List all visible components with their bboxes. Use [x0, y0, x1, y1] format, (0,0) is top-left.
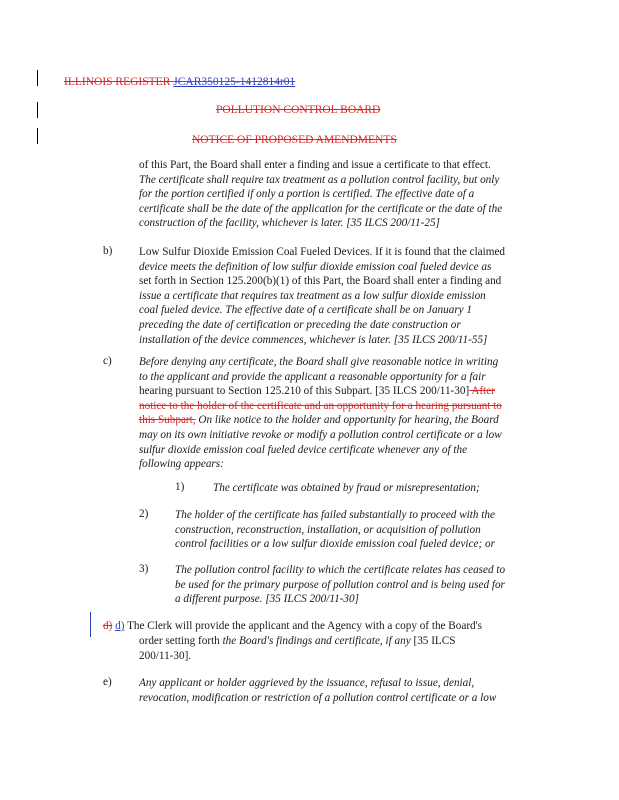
text-line: Low Sulfur Dioxide Emission Coal Fueled Devices. If it is found that the claimed	[139, 246, 506, 258]
text-line: 200/11-30].	[139, 649, 192, 662]
text-line: of this Part, the Board shall enter a finding and issue a certificate to that effect.	[139, 159, 491, 171]
subitem-1-label: 1)	[175, 481, 185, 493]
item-d-text	[103, 619, 482, 634]
item-b-text	[139, 245, 505, 347]
text-line: The certificate was obtained by fraud or misrepresentation;	[213, 482, 480, 494]
text-line: The certificate shall require tax treatment as a pollution control facility, but only	[139, 173, 500, 186]
text-line: construction, reconstruction, installation, or acquisition of pollution	[175, 523, 481, 536]
item-c-label: c)	[103, 355, 112, 367]
text-line: installation of the device commences, whichever is later. [35 ILCS 200/11-55]	[139, 333, 488, 346]
text-line	[139, 413, 502, 428]
inserted-label: d)	[115, 620, 125, 632]
text-line: may on its own initiative revoke or modify a pollution control certificate or a low	[139, 428, 502, 441]
text-line: to the applicant and provide the applicant a reasonable opportunity for a fair	[139, 370, 486, 383]
text-line: for the portion certified if only a portion is certified. The effective date of a	[139, 188, 475, 201]
subitem-2-text	[175, 508, 495, 552]
register-inserted: JCAR350125-1412814r01	[173, 76, 296, 88]
item-d-continued	[139, 634, 455, 663]
text-line	[139, 384, 502, 399]
text-line: device meets the definition of low sulfur dioxide emission coal fueled device as	[139, 260, 492, 273]
text-line: a different purpose. [35 ILCS 200/11-30]	[175, 593, 359, 606]
register-header	[64, 76, 295, 88]
deleted-line: notice to the holder of the certificate and an opportunity for a hearing pursuant to	[139, 399, 502, 412]
intro-paragraph	[139, 158, 502, 231]
text-line: Before denying any certificate, the Board shall give reasonable notice in writing	[139, 356, 499, 368]
text-span: the Board's findings and certificate, if any	[222, 635, 411, 647]
text-line: be used for the primary purpose of pollution control and is being used for	[175, 578, 505, 591]
change-bar	[37, 102, 38, 118]
text-line: revocation, modification or restriction of a pollution control certificate or a low	[139, 691, 497, 704]
text-span: order setting forth	[139, 635, 223, 647]
deleted-label: d)	[103, 620, 113, 632]
register-deleted: ILLINOIS REGISTER	[64, 76, 171, 88]
text-line: control facilities or a low sulfur dioxide emission coal fueled device; or	[175, 538, 495, 551]
text-span: [35 ILCS	[410, 635, 456, 647]
text-line: sulfur dioxide emission coal fueled device certificate whenever any of the	[139, 443, 468, 456]
change-bar	[37, 128, 38, 144]
change-bar	[90, 612, 91, 637]
text-line: certificate shall be the date of the application for the certificate or the date of the	[139, 202, 503, 215]
item-e-text	[139, 676, 496, 705]
text-line: The holder of the certificate has failed substantially to proceed with the	[175, 509, 495, 521]
text-line	[103, 619, 482, 634]
subitem-1-text	[213, 481, 480, 496]
text-line: following appears:	[139, 458, 224, 471]
text-line: coal fueled device. The effective date of a certificate shall be on January 1	[139, 304, 473, 317]
text-line: Any applicant or holder aggrieved by the issuance, refusal to issue, denial,	[139, 677, 475, 689]
text-line: issue a certificate that requires tax treatment as a low sulfur dioxide emission	[139, 289, 486, 302]
notice-title: NOTICE OF PROPOSED AMENDMENTS	[192, 134, 397, 146]
subitem-3-text	[175, 563, 505, 607]
text-line	[139, 634, 455, 649]
subitem-3-label: 3)	[139, 563, 149, 575]
text-line: construction of the facility, whichever is later. [35 ILCS 200/11-25]	[139, 217, 440, 230]
board-title: POLLUTION CONTROL BOARD	[216, 104, 381, 116]
deleted-text: this Subpart,	[139, 414, 196, 427]
text-line: The pollution control facility to which the certificate relates has ceased to	[175, 564, 506, 576]
text-span: The Clerk will provide the applicant and the Agency with a copy of the Board's	[127, 620, 483, 632]
text-line: set forth in Section 125.200(b)(1) of this Part, the Board shall enter a finding and	[139, 275, 502, 288]
text-span: hearing pursuant to Section 125.210 of this Subpart. [35 ILCS 200/11-30]	[139, 385, 470, 398]
change-bar	[37, 70, 38, 86]
item-e-label: e)	[103, 676, 112, 688]
deleted-text: After	[469, 385, 495, 398]
text-span: On like notice to the holder and opportunity for hearing, the Board	[195, 414, 499, 427]
item-b-label: b)	[103, 245, 113, 257]
text-line: preceding the date of certification or preceding the date construction or	[139, 318, 461, 331]
item-c-text	[139, 355, 502, 472]
subitem-2-label: 2)	[139, 508, 149, 520]
